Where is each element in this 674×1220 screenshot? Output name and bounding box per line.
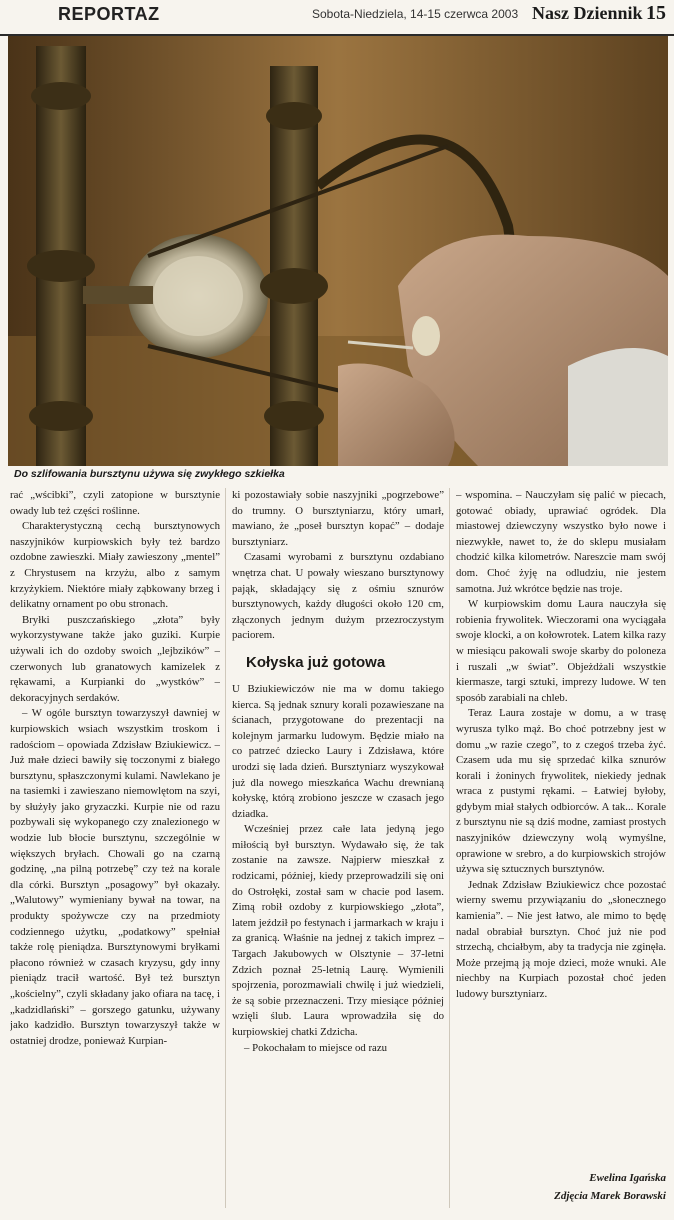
photo-caption: Do szlifowania bursztynu używa się zwykłego szkiełka	[14, 468, 285, 480]
paragraph: rać „wścibki”, czyli zatopione w bursztynie owady lub też części roślinne.	[10, 489, 220, 517]
paragraph: W kurpiowskim domu Laura nauczyła się robienia frywolitek. Wieczorami ona wyciągała swoje klocki, a on kołowrotek. Latem kilka razy w miesiącu pakowali swoje skarby do poloneza i ruszali „w świat”. Objeżdżali wszystkie kiermasze, targi sztuki, imprezy ludowe. W ten sposób zarabiali na chleb.	[456, 598, 666, 704]
section-label: REPORTAZ	[58, 4, 160, 24]
subheading: Kołyska już gotowa	[246, 653, 386, 671]
column-divider	[449, 488, 450, 1208]
article-column-1	[10, 488, 220, 1208]
amber-grinding-photo	[8, 36, 668, 466]
article-column-3	[456, 488, 666, 1168]
paragraph: Bryłki puszczańskiego „złota” były wykorzystywane także jako guziki. Kurpie używali ich do ozdoby swoich „lejbzików” – czerwonych lub granatowych kamizelek z rękawami, a Kurpianki do „wystków” – dekoracyjnych serdaków.	[10, 613, 220, 704]
newspaper-name: Nasz Dziennik	[532, 3, 643, 23]
paragraph: – W ogóle bursztyn towarzyszył dawniej w kurpiowskich wsiach wszystkim troskom i radościom – opowiada Zdzisław Bziukiewicz. – Już małe dzieci bawiły się toczonymi z białego bursztynu, spłaszczonymi kulami. Nawlekano je na tasiemki i zawieszano niemowlętom na szyi, by służyły jako gryzaczki. Kurpie nie od razu pozbywali się wykopanego czy znalezionego w wodzie lub błocie bursztynu, szczególnie w większych bryłach. Chowali go na czarną godzinę, „na pilną potrzebę” czy też na korale dla córki. Bursztyn „posagowy” był okazały. „Walutowy” wymieniany bywał na towar, na produkty spożywcze czy na przedmioty codziennego użytku, „podatkowy” spełniał także rolę pieniądza. Bursztynowymi bryłkami płacono również w czasach kryzysu, gdy inny pieniądz tracił wartość. Był też bursztyn „kościelny”, czyli składany jako ofiara na tacę, i „kadzidlański” – gorszego gatunku, używany jako kadzidło. Bursztyn towarzyszył także w ostatniej drodze, ponieważ Kurpian-	[10, 707, 220, 1047]
column-divider	[225, 488, 226, 1208]
paragraph: Czasami wyrobami z bursztynu ozdabiano wnętrza chat. U powały wieszano bursztynowy pająk, składający się z ośmiu sznurów bursztynowych, każdy długości około 120 cm, złączonych jednym dużym przezroczystym paciorem.	[232, 551, 444, 642]
article-column-2	[232, 488, 444, 1208]
paragraph: – wspomina. – Nauczyłam się palić w piecach, gotować obiady, uprawiać ogródek. Dla miastowej dziewczyny wszystko było nowe i niezwykłe, nawet to, że do sklepu musiałam chodzić kilka kilometrów. Nareszcie mam swój dom. Choć żyję na odludziu, nie jestem samotna. Już wkrótce będzie nas troje.	[456, 489, 666, 595]
photo-credit: Zdjęcia Marek Borawski	[554, 1190, 666, 1202]
paragraph: – Pokochałam to miejsce od razu	[244, 1041, 388, 1054]
author-byline: Ewelina Igańska	[589, 1172, 666, 1184]
paragraph: Teraz Laura zostaje w domu, a w trasę wyrusza tylko mąż. Bo choć potrzebny jest w domu „w razie czego”, to z czegoś trzeba żyć. Czasem uda mu się sprzedać kilka sznurów korali i żoninych frywolitek, niekiedy jednak wraca z pustymi rękami. – Łatwiej byłoby, gdybym miał stałych odbiorców. A tak... Korale z bursztynu nie są dziś modne, zamiast prostych naszyjników dziewczyny wolą wymyślne, oprawione w srebro, a do kurpiowskich strojów używa się sztucznych bursztynów.	[456, 707, 666, 876]
paragraph: Jednak Zdzisław Bziukiewicz chce pozostać wierny swemu przywiązaniu do „słonecznego kamienia”. – Nie jest łatwo, ale mimo to będę nadal obrabiał bursztyn. Choć już nie pod strzechą, chciałbym, aby ta tradycja nie zginęła. Może przejmą ją moje dzieci, może wnuki. Ale niechby na Kurpiach pozostał choć jeden ludowy bursztyniarz.	[456, 878, 666, 1000]
paragraph: ki pozostawiały sobie naszyjniki „pogrzebowe” do trumny. O bursztyniarzu, który umarł, mawiano, że „poseł bursztyn kopać” – dodaje bursztyniarz.	[232, 489, 444, 548]
article-photo	[8, 36, 668, 466]
paragraph: Charakterystyczną cechą bursztynowych naszyjników kurpiowskich były też bardzo ozdobne zawieszki. Miały zawieszony „mentel” z Chrystusem na krzyżu, albo z samym krzyżykiem. Niektóre miały ząbkowany brzeg i delikatny ornament po obu stronach.	[10, 520, 220, 611]
issue-date: Sobota-Niedziela, 14-15 czerwca 2003	[312, 7, 519, 21]
page-number: 15	[646, 2, 666, 24]
paragraph: Wcześniej przez całe lata jedyną jego miłością był bursztyn. Wydawało się, że tak zostanie na zawsze. Najpierw mieszkał z rodzicami, później, kiedy przeprowadzili się oni do Ostrołęki, został sam w chacie pod lasem. Zimą robił ozdoby z kurpiowskiego „złota”, latem jeździł po festynach i jarmarkach w kraju i za granicą. Właśnie na jednej z takich imprez – Targach Jakubowych w Olsztynie – 37-letni Zdzich poznał 25-letnią Laurę. Wymienili spojrzenia, porozmawiali chwilę i już wiedzieli, że są sobie przeznaczeni. Trzy miesiące później wzięli ślub. Laura wprowadziła się do kurpiowskiej chatki Zdzicha.	[232, 823, 444, 1038]
paragraph: U Bziukiewiczów nie ma w domu takiego kierca. Są jednak sznury korali pozawieszane na ścianach, przygotowane do prezentacji na kolejnym jarmarku ludowym. Będzie miało na co patrzeć dziecko Laury i Zdzisława, które urodzi się lada dzień. Bursztyniarz wyszykował już dla nowego mieszkańca Wachu drewnianą kołyskę, którą zrobiono jeszcze w czasach jego dziadka.	[232, 682, 444, 820]
page-header	[0, 0, 674, 36]
